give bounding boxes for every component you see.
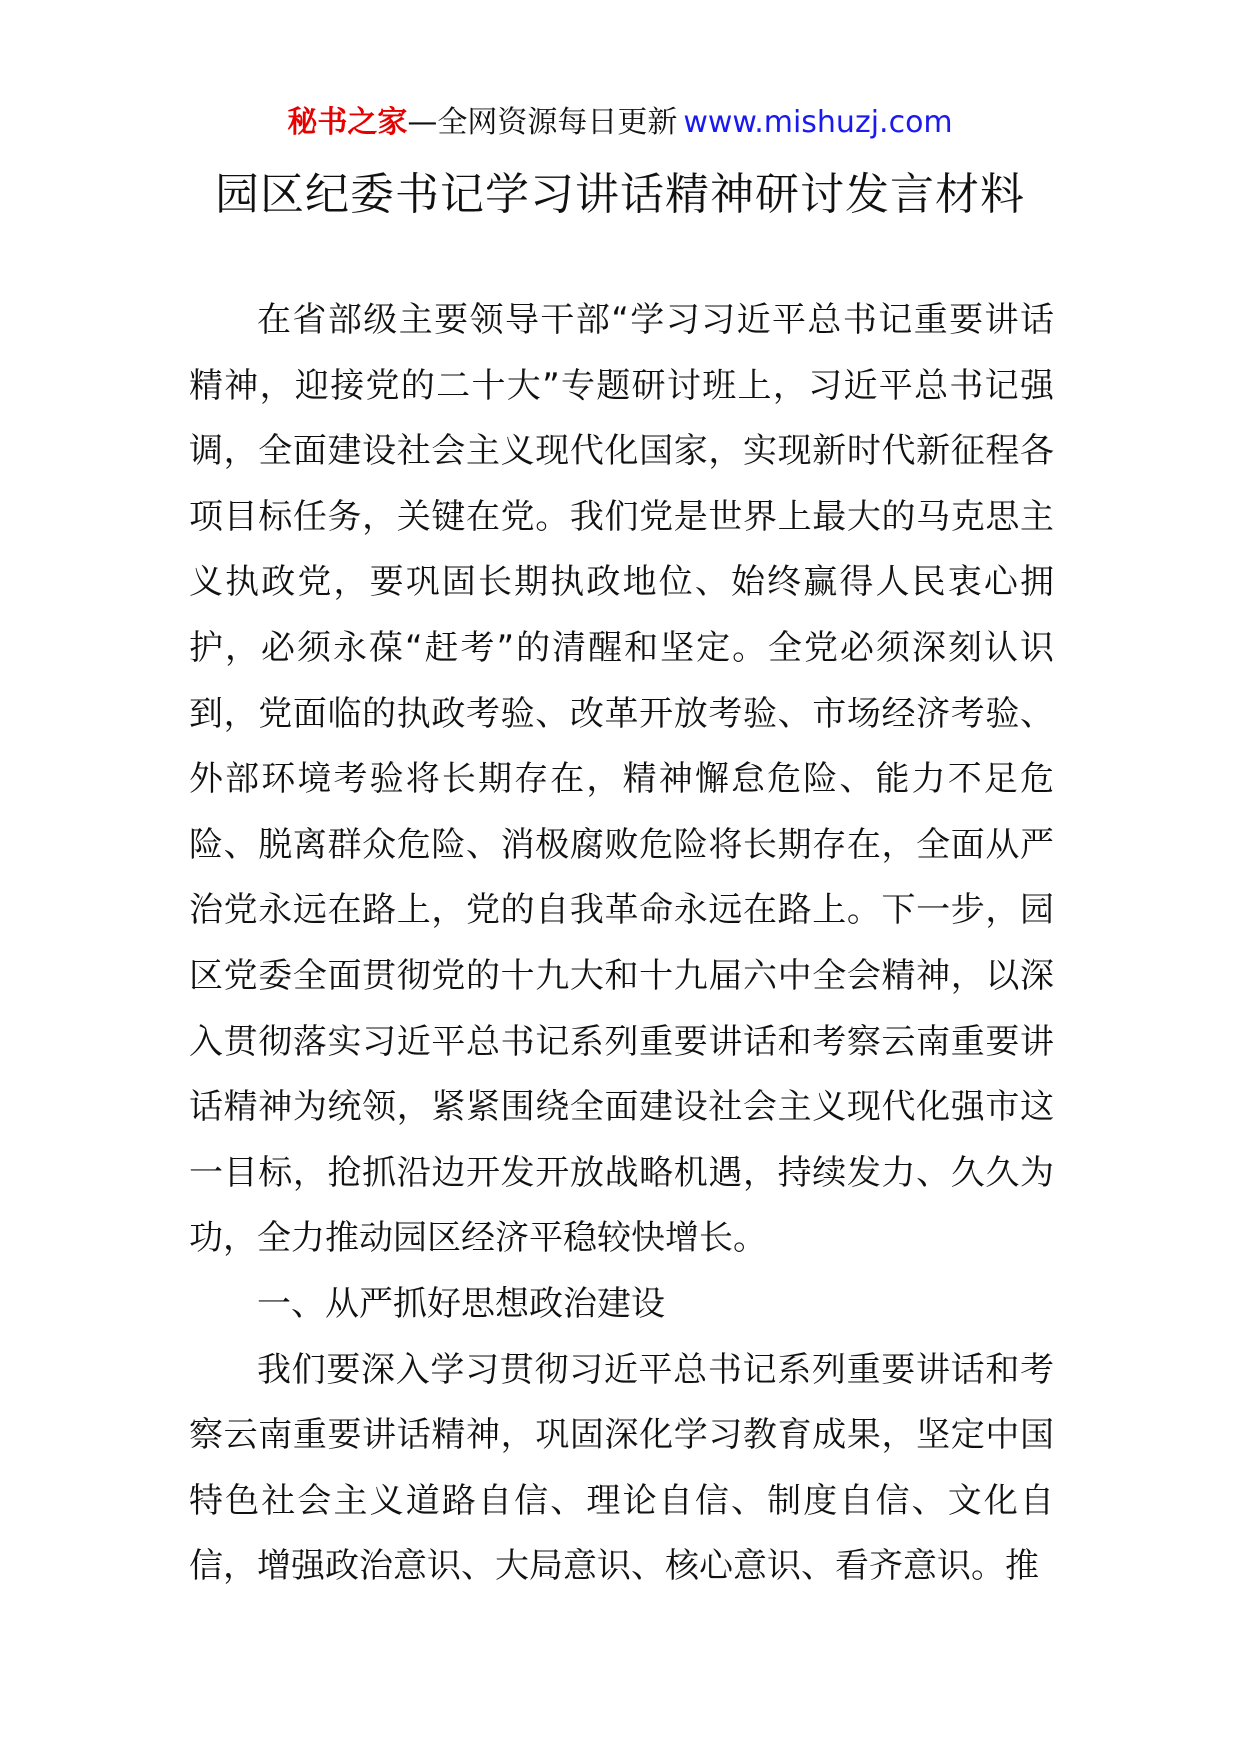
body-paragraph-1: 在省部级主要领导干部“学习习近平总书记重要讲话精神，迎接党的二十大”专题研讨班上，习近平总书记强调，全面建设社会主义现代化国家，实现新时代新征程各项目标任务，关键在党。我们党是世界上最大的马克思主义执政党，要巩固长期执政地位、始终赢得人民衷心拥护，必须永葆“赶考”的清醒和坚定。全党必须深刻认识到，党面临的执政考验、改革开放考验、市场经济考验、外部环境考验将长期存在，精神懈怠危险、能力不足危险、脱离群众危险、消极腐败危险将长期存在，全面从严治党永远在路上，党的自我革命永远在路上。下一步，园区党委全面贯彻党的十九大和十九届六中全会精神，以深入贯彻落实习近平总书记系列重要讲话和考察云南重要讲话精神为统领，紧紧围绕全面建设社会主义现代化强市这一目标，抢抓沿边开发开放战略机遇，持续发力、久久为功，全力推动园区经济平稳较快增长。	[189, 300, 1054, 1259]
site-header	[0, 100, 1240, 146]
header-tagline: —全网资源每日更新	[407, 105, 678, 140]
document-body	[189, 288, 1054, 1600]
body-paragraph-2: 我们要深入学习贯彻习近平总书记系列重要讲话和考察云南重要讲话精神，巩固深化学习教育成果，坚定中国特色社会主义道路自信、理论自信、制度自信、文化自信，增强政治意识、大局意识、核心意识、看齐意识。推	[189, 1349, 1054, 1587]
section-heading-1: 一、从严抓好思想政治建设	[257, 1283, 665, 1324]
site-url-link[interactable]: www.mishuzj.com	[683, 105, 953, 140]
brand-name: 秘书之家	[287, 105, 408, 140]
document-title: 园区纪委书记学习讲话精神研讨发言材料	[215, 169, 1025, 220]
